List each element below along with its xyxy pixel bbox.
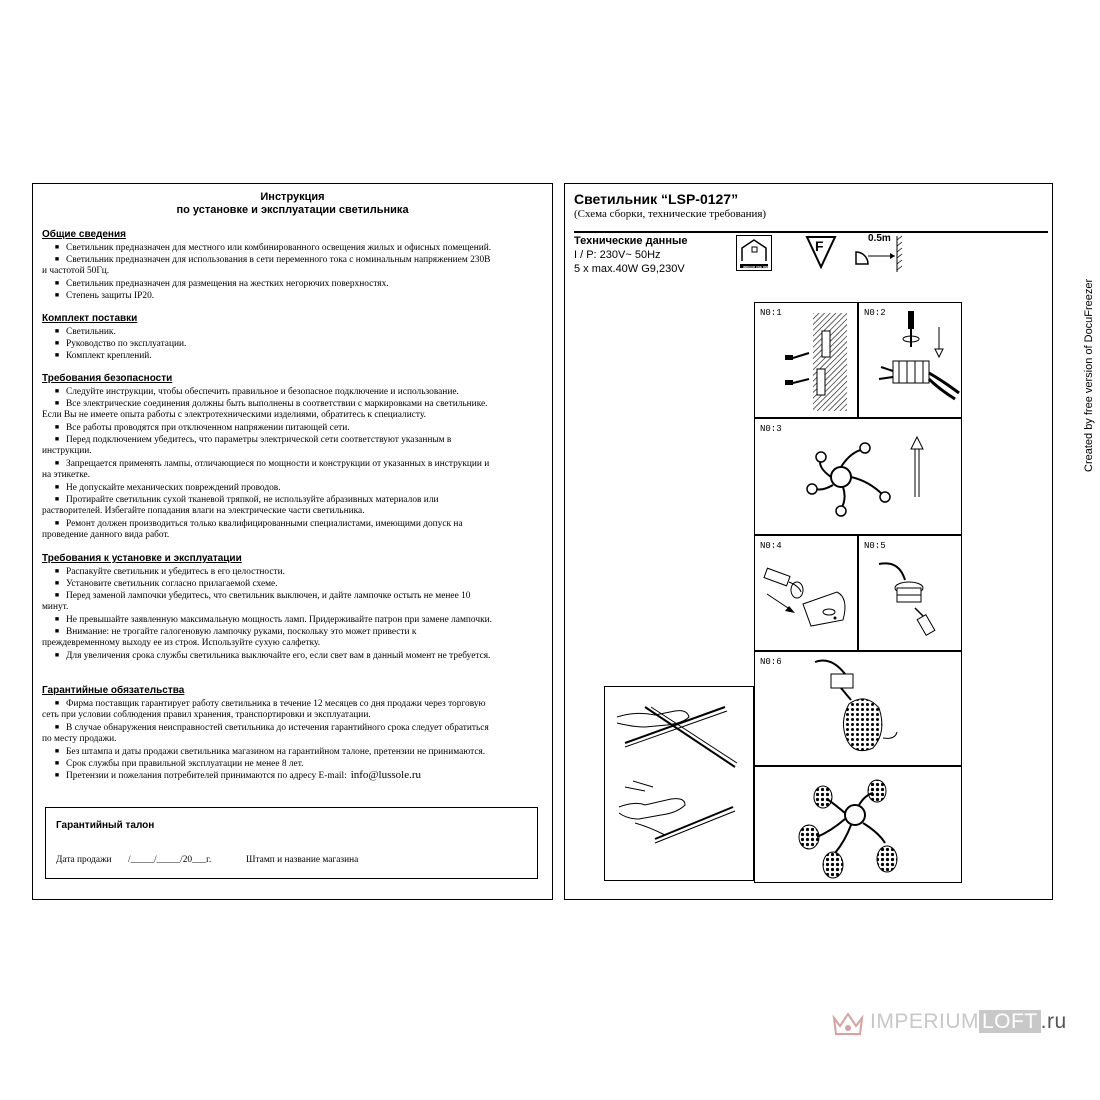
list-item-continuation: Если Вы не имеете опыта работы с электротехническими изделиями, обратитесь к специалисту.	[42, 410, 426, 420]
section-heading-general: Общие сведения	[42, 229, 126, 240]
list-item: ■ Установите светильник согласно прилагаемой схеме.	[54, 579, 278, 589]
list-item: ■ Все электрические соединения должны быть выполнены в соответствии с маркировками на светильнике.	[54, 399, 488, 409]
section-heading-safety: Требования безопасности	[42, 373, 173, 384]
logo-word-1: IMPERIUM	[870, 1010, 979, 1033]
instructions-title: Инструкция	[260, 191, 325, 203]
list-item-continuation: на этикетке.	[42, 470, 91, 480]
list-item-continuation: и частотой 50Гц.	[42, 266, 110, 276]
list-item: ■ Не допускайте механических повреждений проводов.	[54, 483, 281, 493]
step-5-diagram: N0:5	[858, 535, 962, 651]
spec-lamps: 5 x max.40W G9,230V	[574, 263, 685, 275]
spec-voltage: I / P: 230V~ 50Hz	[574, 249, 661, 261]
list-item: ■ Без штампа и даты продажи светильника магазином на гарантийном талоне, претензии не принимаются.	[54, 747, 486, 757]
warranty-card-title: Гарантийный талон	[56, 820, 155, 831]
logo-word-2: LOFT	[979, 1010, 1041, 1033]
list-item: ■ Светильник.	[54, 327, 116, 337]
store-stamp-label: Штамп и название магазина	[246, 855, 359, 865]
indoor-use-icon: INDOOR USE ONLY	[736, 235, 772, 271]
sale-date-label: Дата продажи	[56, 855, 112, 865]
section-heading-installation: Требования к установке и эксплуатации	[42, 553, 242, 564]
list-item: ■ Следуйте инструкции, чтобы обеспечить правильное и безопасное подключение и использование.	[54, 387, 459, 397]
list-item: ■ Светильник предназначен для размещения на жестких негорючих поверхностях.	[54, 279, 389, 289]
instructions-panel	[32, 183, 553, 900]
list-item: ■ Запрещается применять лампы, отличающиеся по мощности и конструкции от указанных в инструкции и	[54, 459, 490, 469]
list-item-continuation: преждевременному выходу ее из строя. Используйте сухую салфетку.	[42, 638, 321, 648]
list-item-continuation: инструкции.	[42, 446, 92, 456]
final-assembly-diagram	[754, 766, 962, 883]
list-item-continuation: по месту продажи.	[42, 734, 117, 744]
list-item: ■ Комплект креплений.	[54, 351, 152, 361]
divider	[574, 231, 1048, 233]
product-title: Светильник “LSP-0127”	[574, 191, 739, 207]
list-item: ■ Срок службы при правильной эксплуатации не менее 8 лет.	[54, 759, 304, 769]
spec-heading: Технические данные	[574, 235, 688, 247]
f-mark-icon: F	[805, 235, 837, 269]
list-item: ■ Перед подключением убедитесь, что параметры электрической сети соответствуют указанным в	[54, 435, 452, 445]
list-item: ■ Для увеличения срока службы светильника выключайте его, если свет вам в данный момент не требуется.	[54, 651, 491, 661]
list-item: ■ Не превышайте заявленную максимальную мощность ламп. Придерживайте патрон при замене лампочки.	[54, 615, 492, 625]
email-link[interactable]: info@lussole.ru	[350, 769, 422, 781]
step-2-diagram: N0:2	[858, 302, 962, 418]
warranty-card	[45, 807, 538, 879]
list-item: ■ Степень защиты IP20.	[54, 291, 155, 301]
sale-date-field: /_____/_____/20___г.	[128, 855, 212, 865]
list-item: ■ Руководство по эксплуатации.	[54, 339, 187, 349]
step-6-diagram: N0:6	[754, 651, 962, 766]
step-3-diagram: N0:3	[754, 418, 962, 535]
section-heading-warranty: Гарантийные обязательства	[42, 685, 185, 696]
list-item: ■ Протирайте светильник сухой тканевой тряпкой, не используйте абразивных материалов или	[54, 495, 439, 505]
list-item: ■ Распакуйте светильник и убедитесь в его целостности.	[54, 567, 285, 577]
instructions-subtitle: по установке и эксплуатации светильника	[176, 204, 409, 216]
distance-icon: 0.5m	[852, 232, 904, 274]
list-item-continuation: минут.	[42, 602, 69, 612]
logo-suffix: .ru	[1040, 1010, 1067, 1033]
list-item: ■ В случае обнаружения неисправностей светильника до истечения гарантийного срока следует обратиться	[54, 723, 489, 733]
list-item-continuation: проведение данного вида работ.	[42, 530, 170, 540]
step-1-diagram: N0:1	[754, 302, 858, 418]
product-subtitle: (Схема сборки, технические требования)	[574, 208, 767, 220]
list-item: ■ Претензии и пожелания потребителей принимаются по адресу E-mail: info@lussole.ru	[54, 769, 422, 781]
ceiling-mount-diagram	[604, 686, 754, 881]
list-item-continuation: растворителей. Избегайте попадания влаги на электрические части светильника.	[42, 506, 365, 516]
list-item: ■ Ремонт должен производиться только квалифицированными специалистами, имеющими допуск на	[54, 519, 463, 529]
step-4-diagram: N0:4	[754, 535, 858, 651]
list-item: ■ Светильник предназначен для местного или комбинированного освещения жилых и офисных помещений.	[54, 243, 492, 253]
crown-icon	[830, 1006, 866, 1040]
list-item: ■ Все работы проводятся при отключенном напряжении питающей сети.	[54, 423, 350, 433]
docufreezer-watermark: Created by free version of DocuFreezer	[1083, 278, 1095, 472]
list-item: ■ Светильник предназначен для использования в сети переменного тока с номинальным напряжением 230В	[54, 255, 491, 265]
section-heading-kit: Комплект поставки	[42, 313, 138, 324]
list-item: ■ Перед заменой лампочки убедитесь, что светильник выключен, и дайте лампочке остыть не менее 10	[54, 591, 471, 601]
list-item-continuation: сеть при условии соблюдения правил хранения, транспортировки и эксплуатации.	[42, 710, 371, 720]
list-item: ■ Фирма поставщик гарантирует работу светильника в течение 12 месяцев со дня продажи через торговую	[54, 699, 486, 709]
list-item: ■ Внимание: не трогайте галогеновую лампочку руками, поскольку это может привести к	[54, 627, 417, 637]
